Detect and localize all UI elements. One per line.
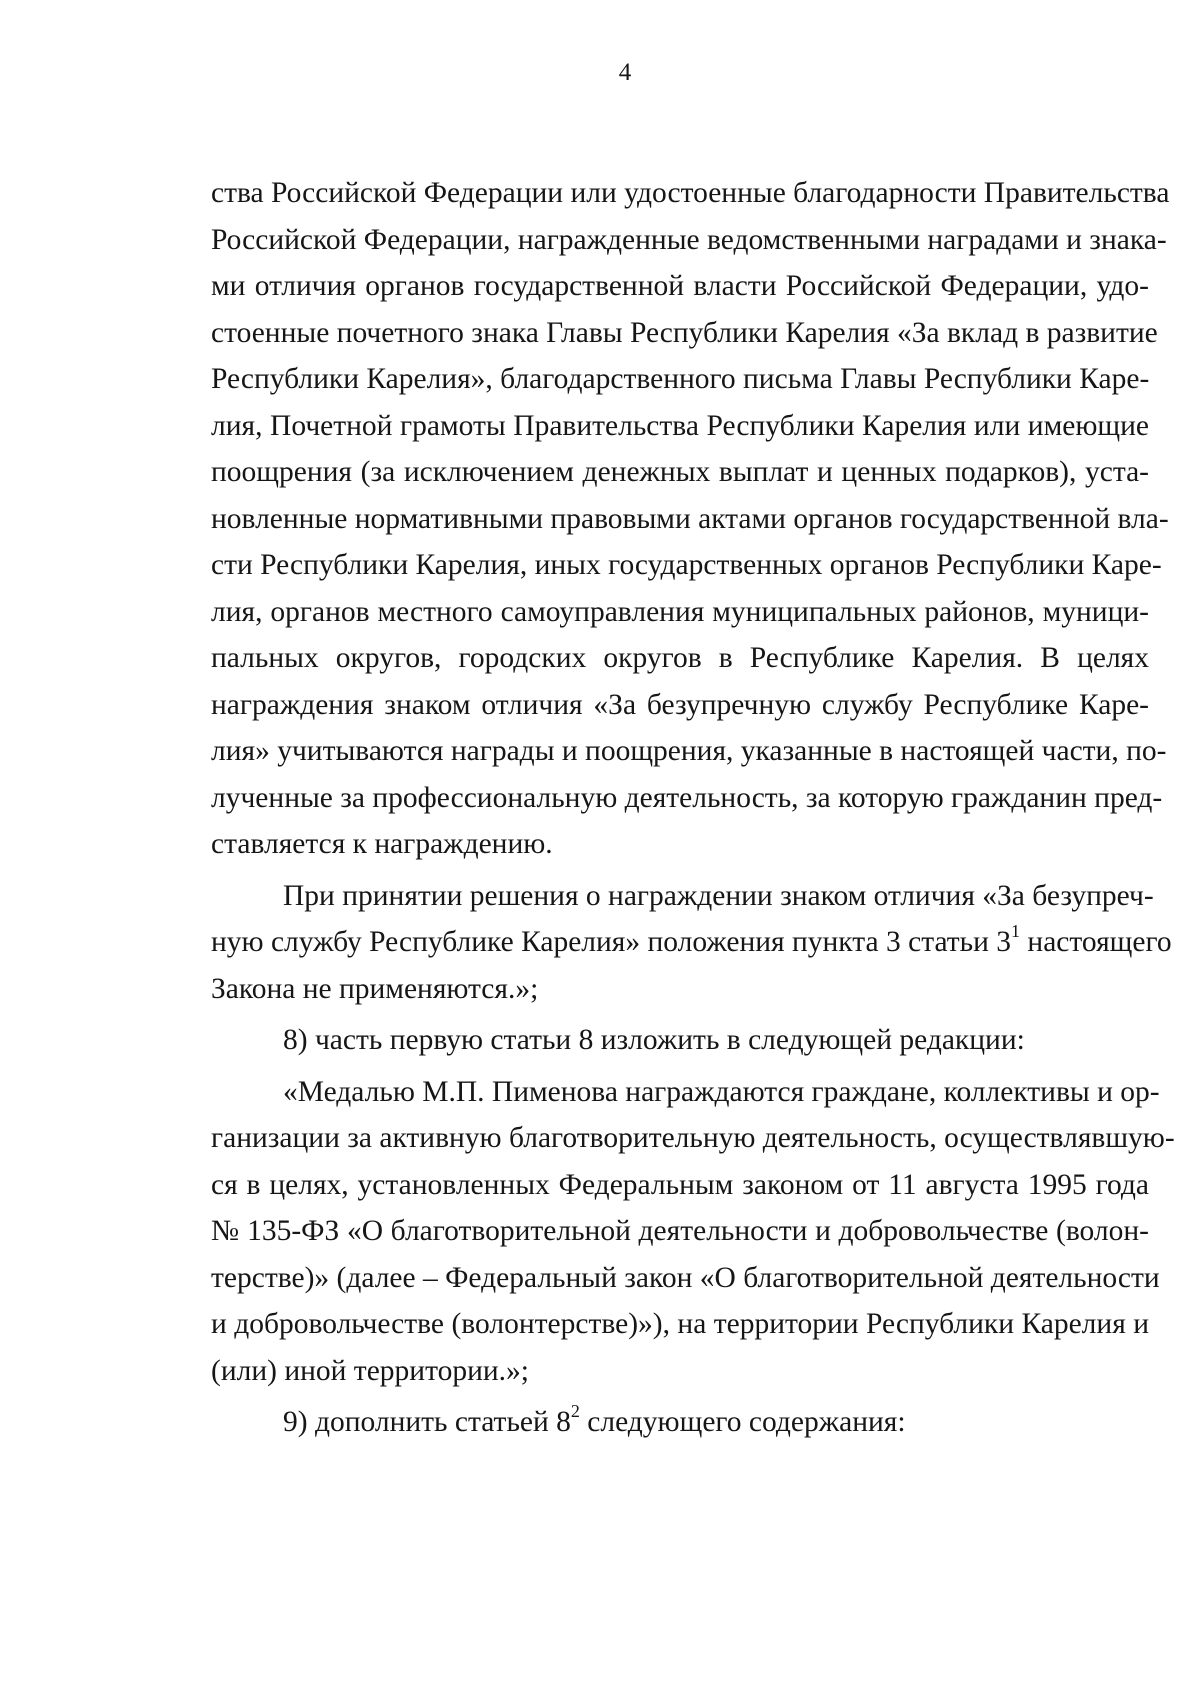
text-line	[211, 1399, 1149, 1446]
text-line: терстве)» (далее – Федеральный закон «О благотворительной деятельности	[211, 1261, 1160, 1294]
text-line: стоенные почетного знака Главы Республики Карелия «За вклад в развитие	[211, 316, 1158, 349]
text-line: ства Российской Федерации или удостоенные благодарности Правительства	[211, 177, 1170, 209]
text-line: новленные нормативными правовыми актами органов государственной вла-	[211, 502, 1169, 535]
paragraph-item-9	[211, 1399, 1149, 1446]
text-line	[211, 919, 1172, 966]
paragraph-decision	[211, 873, 1172, 1013]
text-fragment: настоящего	[1020, 926, 1172, 958]
text-line: ганизации за активную благотворительную деятельность, осуществлявшую-	[211, 1122, 1175, 1154]
text-line: Закона не применяются.»;	[211, 972, 539, 1005]
text-line: лученные за профессиональную деятельность, за которую гражданин пред-	[211, 781, 1163, 814]
text-line: лия, органов местного самоуправления муниципальных районов, муници-	[211, 595, 1149, 628]
text-fragment: следующего содержания:	[579, 1406, 906, 1438]
text-line: сти Республики Карелия, иных государственных органов Республики Каре-	[211, 549, 1162, 581]
text-line: № 135-ФЗ «О благотворительной деятельности и добровольчестве (волон-	[211, 1215, 1149, 1247]
text-line: «Медалью М.П. Пименова награждаются граждане, коллективы и ор-	[283, 1075, 1160, 1108]
text-line: ми отличия органов государственной власти Российской Федерации, удо-	[211, 270, 1149, 302]
text-line: поощрения (за исключением денежных выплат и ценных подарков), уста-	[211, 456, 1149, 488]
document-body	[211, 170, 1175, 1446]
text-line: пальных округов, городских округов в Республике Карелия. В целях	[211, 642, 1149, 674]
text-line: 8) часть первую статьи 8 изложить в следующей редакции:	[283, 1024, 1025, 1056]
text-line: награждения знаком отличия «За безупречную службу Республике Каре-	[211, 688, 1149, 721]
text-line: лия, Почетной грамоты Правительства Республики Карелия или имеющие	[211, 409, 1149, 442]
text-line: (или) иной территории.»;	[211, 1354, 529, 1387]
text-line: ставляется к награждению.	[211, 828, 553, 860]
text-line: Российской Федерации, награжденные ведомственными наградами и знака-	[211, 223, 1167, 256]
text-fragment: ную службу Республике Карелия» положения пункта 3 статьи 3	[211, 926, 1012, 958]
paragraph-awards-list	[211, 170, 1170, 868]
paragraph-medal	[211, 1069, 1175, 1395]
text-line: При принятии решения о награждении знаком отличия «За безупреч-	[283, 879, 1154, 912]
superscript: 1	[1011, 921, 1021, 942]
text-line: лия» учитываются награды и поощрения, указанные в настоящей части, по-	[211, 735, 1167, 767]
text-fragment: 9) дополнить статьей 8	[283, 1406, 571, 1438]
superscript: 2	[570, 1401, 580, 1422]
page-number: 4	[618, 59, 632, 86]
text-line: Республики Карелия», благодарственного письма Главы Республики Каре-	[211, 363, 1150, 395]
text-line: и добровольчестве (волонтерстве)»), на территории Республики Карелия и	[211, 1308, 1149, 1340]
text-line: ся в целях, установленных Федеральным законом от 11 августа 1995 года	[211, 1168, 1149, 1201]
paragraph-item-8	[211, 1017, 1149, 1064]
